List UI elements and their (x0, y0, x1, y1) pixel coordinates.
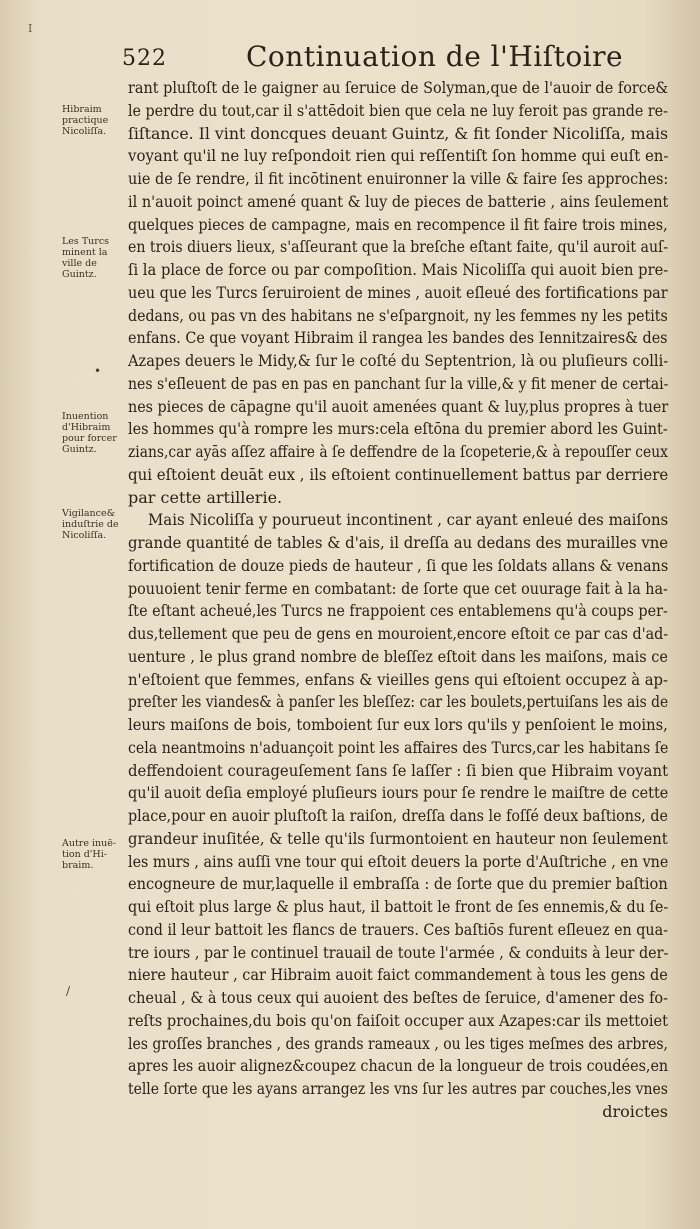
text-line: Mais Nicoliſſa y pourueut incontinent , car ayant enleué des maiſons (148, 510, 669, 530)
text-line: il n'auoit poinct amené quant & luy de pieces de batterie , ains ſeulement (128, 191, 669, 211)
margin-note-line: Les Turcs (62, 236, 110, 247)
page-number: 522 (122, 46, 167, 71)
text-line: grandeur inuſitée, & telle qu'ils ſurmontoient en hauteur non ſeulement (128, 828, 668, 848)
margin-note (62, 838, 126, 871)
text-line: uenture , le plus grand nombre de bleſſez eſtoit dans les maiſons, mais ce (128, 646, 668, 666)
text-line: fortification de douze pieds de hauteur , ſi que les ſoldats allans & venans (128, 555, 669, 575)
text-line: par cette artillerie. (128, 487, 283, 507)
text-line: cela neantmoins n'aduançoit point les affaires des Turcs,car les habitans ſe (128, 737, 669, 757)
text-line: reſts prochaines,du bois qu'on faiſoit occuper aux Azapes:car ils mettoiet (128, 1010, 668, 1030)
margin-note-line: Vigilance& (62, 508, 116, 519)
text-line: telle ſorte que les ayans arrangez les vns ſur les autres par couches,les vnes (128, 1079, 668, 1098)
text-line: cheual , & à tous ceux qui auoient des beſtes de ſeruice, d'amener des fo- (128, 988, 669, 1007)
text-line: preſter les viandes& à panſer les bleſſez: car les boulets,pertuiſans les ais de (128, 692, 669, 712)
ink-spot: • (94, 364, 102, 378)
text-line: uie de ſe rendre, il fit incōtinent enuironner la ville & faire ſes approches: (128, 169, 669, 188)
text-line: ſiſtance. Il vint doncques deuant Guintz, & fit ſonder Nicoliſſa, mais (128, 123, 669, 143)
text-line: nes s'eſleuent de pas en pas en panchant ſur la ville,& y fit mener de certai- (128, 373, 669, 393)
text-line: nes pieces de cāpagne qu'il auoit amenées quant & luy,plus propres à tuer (128, 396, 669, 416)
body-text (128, 77, 668, 1124)
margin-note-line: braim. (62, 860, 94, 871)
text-line: zians,car ayās aſſez affaire à ſe deffendre de la ſcopeterie,& à repouſſer ceux (128, 442, 668, 461)
text-line: ſi la place de force ou par compoſition. Mais Nicoliſſa qui auoit bien pre- (128, 260, 669, 279)
margin-note-line: ville de (62, 258, 97, 269)
running-title: Continuation de l'Hiſtoire (246, 40, 624, 73)
text-line: encogneure de mur,laquelle il embraſſa : de ſorte que du premier baſtion (128, 874, 668, 894)
page-header (0, 40, 700, 80)
margin-note-line: tion d'Hi- (62, 849, 107, 860)
text-line: enfans. Ce que voyant Hibraim il rangea les bandes des Iennitzaires& des (128, 328, 668, 348)
text-line: rant pluſtoſt de le gaigner au ſeruice de Solyman,que de l'auoir de force& (128, 78, 669, 97)
text-line: dus,tellement que peu de gens en mouroient,encore eſtoit ce par cas d'ad- (128, 624, 669, 643)
text-line: tre iours , par le continuel trauail de toute l'armée , & conduits à leur der- (128, 942, 669, 962)
margin-note-line: Guintz. (62, 444, 97, 455)
text-line: pouuoient tenir ferme en combatant: de ſorte que cet ouurage fait à la ha- (128, 578, 668, 598)
margin-note-line: d'Hibraim (62, 422, 111, 433)
text-line: dedans, ou pas vn des habitans ne s'eſpargnoit, ny les femmes ny les petits (128, 305, 668, 325)
text-line: leurs maiſons de bois, tomboient ſur eux lors qu'ils y penſoient le moins, (128, 715, 668, 734)
margin-note-line: Nicoliſſa. (62, 530, 107, 541)
margin-note-line: Inuention (62, 411, 109, 422)
margin-note-line: induſtrie de (62, 519, 119, 530)
text-line: cond il leur battoit les flancs de trauers. Ces baſtiōs furent eſleuez en qua- (128, 919, 668, 939)
text-line: ueu que les Turcs ſeruiroient de mines , auoit eſleué des fortifications par (128, 282, 668, 302)
text-line: les hommes qu'à rompre les murs:cela eſtōna du premier abord les Guint- (128, 419, 668, 439)
text-line: Azapes deuers le Midy,& ſur le coſté du Septentrion, là ou pluſieurs colli- (128, 351, 669, 370)
margin-note (62, 411, 126, 455)
margin-note-line: Autre inuē- (62, 838, 117, 849)
text-line: qui eſtoit plus large & plus haut, il battoit le front de ſes ennemis,& du ſe- (128, 897, 669, 916)
text-line: apres les auoir alignez&coupez chacun de la longueur de trois coudées,en (128, 1056, 669, 1076)
ink-mark: / (66, 984, 71, 998)
text-line: niere hauteur , car Hibraim auoit faict commandement à tous les gens de (128, 965, 668, 985)
margin-note-line: Hibraim (62, 104, 102, 115)
text-line: qui eſtoient deuāt eux , ils eſtoient continuellement battus par derriere (128, 464, 669, 484)
margin-note (62, 236, 126, 280)
text-line: les murs , ains auſſi vne tour qui eſtoit deuers la porte d'Auſtriche , en vne (128, 851, 669, 871)
text-line: n'eſtoient que femmes, enfans & vieilles gens qui eſtoient occupez à ap- (128, 669, 669, 689)
margin-note (62, 508, 126, 541)
margin-note-line: practique (62, 115, 109, 126)
text-line: deffendoient courageuſement ſans ſe laſſer : ſi bien que Hibraim voyant (128, 760, 669, 780)
text-line: les groſſes branches , des grands rameaux , ou les tiges meſmes des arbres, (128, 1033, 668, 1053)
margin-note (62, 104, 126, 137)
text-line: place,pour en auoir pluſtoſt la raiſon, dreſſa dans le foſſé deux baſtions, de (128, 806, 668, 825)
margin-note-line: minent la (62, 247, 108, 258)
text-line: qu'il auoit deſia employé pluſieurs iours pour ſe rendre le maiſtre de cette (128, 783, 669, 803)
margin-note-line: Nicoliſſa. (62, 126, 107, 137)
text-line: en trois diuers lieux, s'aſſeurant que la breſche eſtant faite, qu'il auroit auſ- (128, 237, 669, 257)
text-line: le perdre du tout,car il s'attēdoit bien que cela ne luy feroit pas grande re- (128, 100, 668, 120)
text-line: grande quantité de tables & d'ais, il dreſſa au dedans des murailles vne (128, 533, 669, 552)
margin-note-line: pour forcer (62, 433, 117, 444)
catchword: droictes (602, 1101, 668, 1121)
margin-note-line: Guintz. (62, 269, 97, 280)
edge-mark: I (28, 22, 33, 35)
text-line: quelques pieces de campagne, mais en recompence il fit faire trois mines, (128, 214, 668, 234)
text-line: ſte eſtant acheué,les Turcs ne frappoient ces entablemens qu'à coups per- (128, 601, 668, 621)
text-line: voyant qu'il ne luy reſpondoit rien qui reſſentiſt ſon homme qui euſt en- (128, 146, 669, 166)
